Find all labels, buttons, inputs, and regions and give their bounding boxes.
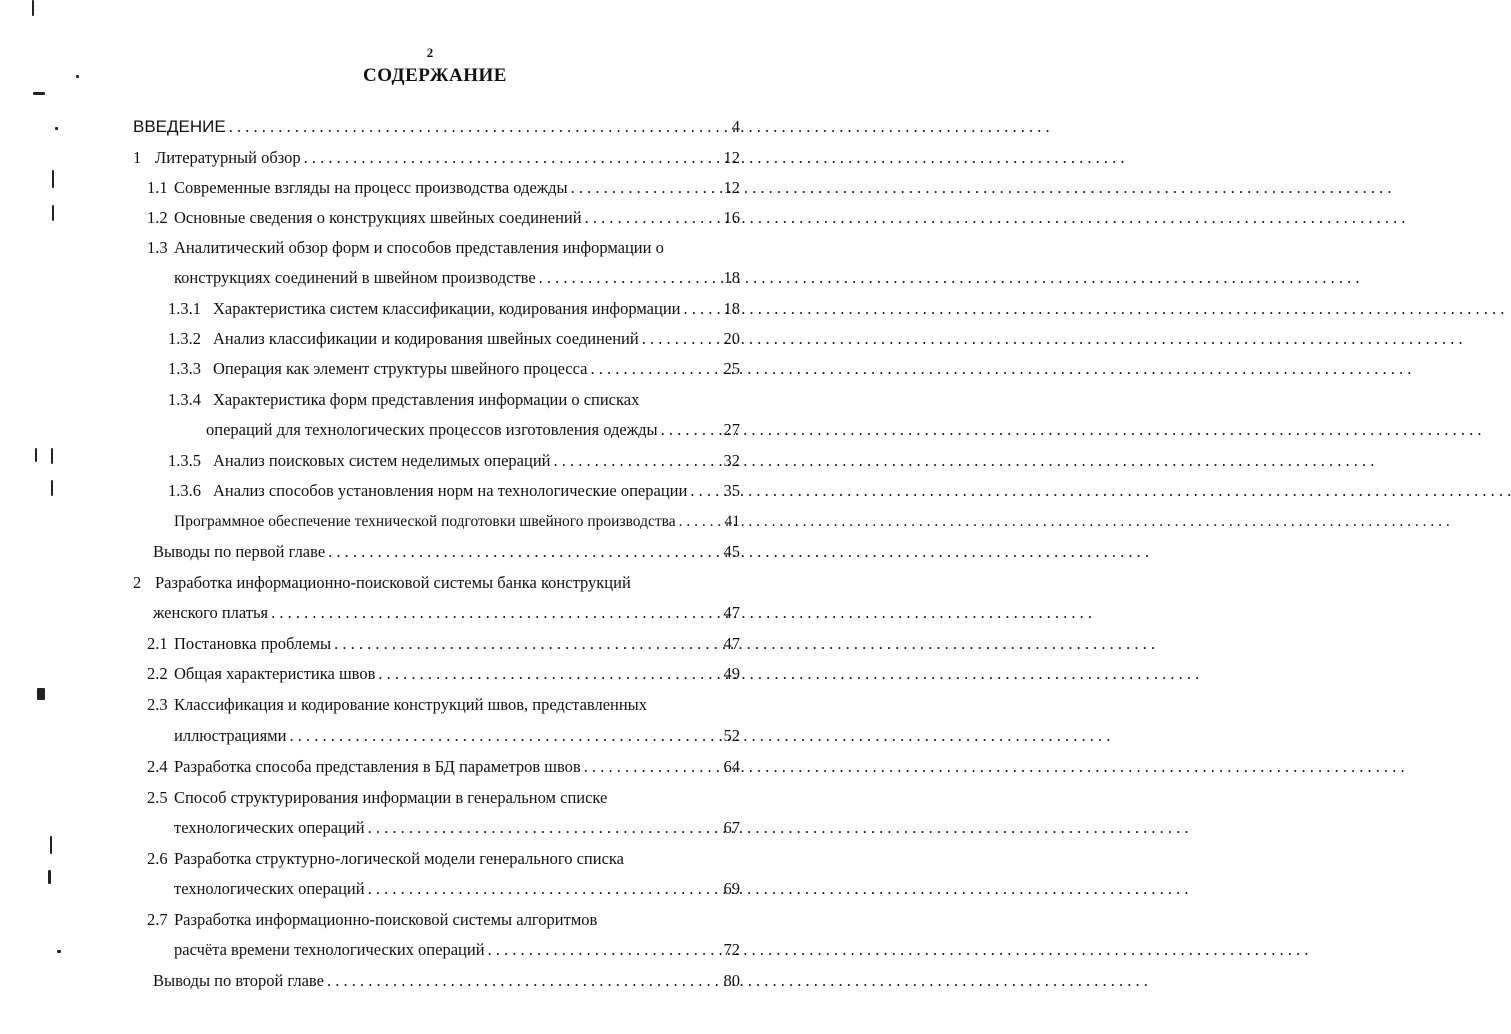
toc-entry-number: 2.7 [147, 910, 168, 929]
toc-entry-number: 1.3.1 [168, 299, 201, 318]
toc-entry [133, 572, 631, 594]
toc-entry-page: 12 [723, 148, 740, 167]
toc-entry-page: 4 [731, 117, 740, 136]
toc-leader [683, 298, 720, 320]
toc-entry-text: Разработка информационно-поисковой системы алгоритмов [174, 910, 598, 929]
scan-artifact [55, 127, 58, 130]
toc-entry-page: 18 [723, 299, 740, 318]
toc-entry [168, 389, 639, 411]
toc-entry-page: 64 [723, 757, 740, 776]
toc-entry-page: 72 [723, 940, 740, 959]
toc-entry-continuation [174, 817, 740, 839]
toc-entry [168, 450, 740, 472]
toc-entry-text: Выводы по второй главе [153, 971, 324, 990]
toc-entry-continuation [174, 267, 740, 289]
toc-entry-page: 45 [723, 542, 740, 561]
page-title: СОДЕРЖАНИЕ [363, 65, 507, 86]
toc-entry-number: 1.3 [147, 238, 168, 257]
scan-artifact [52, 170, 54, 188]
toc-entry [133, 116, 740, 138]
scan-artifact [37, 688, 45, 700]
toc-entry-text-cont: иллюстрациями [174, 726, 287, 745]
toc-leader [585, 207, 721, 229]
toc-entry-page: 20 [723, 329, 740, 348]
scan-artifact [51, 448, 53, 464]
toc-entry-continuation [174, 939, 740, 961]
toc-leader [328, 541, 720, 563]
toc-entry-number: 1.3.6 [168, 481, 201, 500]
toc-entry-text-cont: операций для технологических процессов изготовления одежды [206, 420, 658, 439]
page-number: 2 [426, 45, 434, 60]
toc-leader [368, 817, 721, 839]
toc-entry [147, 177, 740, 199]
toc-entry [147, 663, 740, 685]
toc-entry [147, 694, 647, 716]
toc-entry-page: 12 [723, 178, 740, 197]
scan-artifact [50, 836, 52, 854]
toc-entry-text: Операция как элемент структуры швейного процесса [213, 359, 588, 378]
toc-entry-number: 1.3.3 [168, 359, 201, 378]
toc-entry-text: Общая характеристика швов [174, 664, 376, 683]
toc-leader [679, 511, 722, 533]
toc-entry-continuation [174, 878, 740, 900]
toc-leader [488, 939, 721, 961]
toc-entry-text-cont: технологических операций [174, 818, 365, 837]
toc-entry [147, 787, 607, 809]
toc-entry-number: 1.3.5 [168, 451, 201, 470]
toc-entry-page: 49 [723, 664, 740, 683]
toc-entry-text: Разработка информационно-поисковой системы банка конструкций [155, 573, 631, 592]
toc-entry-text-cont: технологических операций [174, 879, 365, 898]
toc-entry-page: 47 [723, 634, 740, 653]
toc-entry-number: 1 [133, 148, 142, 167]
toc-entry-page: 25 [723, 359, 740, 378]
toc-leader [661, 419, 721, 441]
toc-entry-page: 41 [724, 513, 740, 530]
toc-entry-page: 52 [723, 726, 740, 745]
toc-entry-text: Анализ поисковых систем неделимых операций [213, 451, 551, 470]
toc-entry-text: ВВЕДЕНИЕ [133, 117, 226, 136]
toc-leader [271, 602, 720, 624]
toc-entry [174, 511, 740, 533]
toc-entry-number: 2.6 [147, 849, 168, 868]
toc-entry-text: Способ структурирования информации в генеральном списке [174, 788, 608, 807]
scan-artifact [51, 480, 53, 496]
toc-leader [378, 663, 720, 685]
toc-entry-text: Классификация и кодирование конструкций швов, представленных [174, 695, 648, 714]
toc-entry-number: 1.2 [147, 208, 168, 227]
toc-entry [147, 207, 740, 229]
toc-leader [334, 633, 720, 655]
toc-entry-page: 69 [723, 879, 740, 898]
toc-entry-page: 27 [723, 420, 740, 439]
toc-entry [147, 237, 664, 259]
toc-leader [368, 878, 721, 900]
scan-artifact [57, 950, 61, 953]
toc-entry [168, 298, 740, 320]
toc-leader [539, 267, 721, 289]
toc-entry-page: 80 [723, 971, 740, 990]
toc-entry-page: 47 [723, 603, 740, 622]
toc-entry-number: 1.3.4 [168, 390, 201, 409]
toc-entry [168, 480, 740, 502]
scan-artifact [33, 92, 45, 95]
toc-leader [229, 116, 729, 138]
toc-entry-text: Разработка способа представления в БД параметров швов [174, 757, 581, 776]
toc-leader [642, 328, 721, 350]
toc-entry [153, 541, 740, 563]
toc-leader [590, 358, 720, 380]
toc-leader [304, 147, 721, 169]
toc-entry-continuation [174, 725, 740, 747]
toc-entry-text: Анализ классификации и кодирования швейных соединений [213, 329, 639, 348]
toc-entry-text: Программное обеспечение технической подготовки швейного производства [174, 513, 676, 530]
toc-entry [153, 970, 740, 992]
toc-entry-text: Выводы по первой главе [153, 542, 326, 561]
toc-entry-page: 18 [723, 268, 740, 287]
toc-entry-number: 2.2 [147, 664, 168, 683]
toc-entry-text: Характеристика систем классификации, кодирования информации [213, 299, 681, 318]
toc-leader [289, 725, 720, 747]
toc-entry-text: Разработка структурно-логической модели генерального списка [174, 849, 624, 868]
scan-artifact [35, 448, 37, 462]
toc-entry-number: 2 [133, 573, 142, 592]
toc-entry-text: Литературный обзор [155, 148, 301, 167]
toc-entry-text: Основные сведения о конструкциях швейных соединений [174, 208, 582, 227]
toc-entry-number: 1.3.2 [168, 329, 201, 348]
scan-artifact [52, 205, 54, 221]
toc-entry-continuation [153, 602, 740, 624]
toc-entry-text-cont: женского платья [153, 603, 269, 622]
toc-entry-text-cont: конструкциях соединений в швейном производстве [174, 268, 536, 287]
scan-artifact [76, 75, 79, 78]
toc-entry-page: 35 [723, 481, 740, 500]
toc-leader [584, 756, 721, 778]
toc-entry [168, 328, 740, 350]
toc-entry-text: Характеристика форм представления информации о списках [213, 390, 640, 409]
toc-entry-number: 1.1 [147, 178, 168, 197]
toc-entry-text-cont: расчёта времени технологических операций [174, 940, 485, 959]
toc-entry-text: Современные взгляды на процесс производства одежды [174, 178, 568, 197]
scan-artifact [48, 870, 51, 884]
toc-entry-number: 2.1 [147, 634, 168, 653]
toc-entry [168, 358, 740, 380]
toc-entry [147, 848, 624, 870]
toc-leader [690, 480, 720, 502]
toc-leader [327, 970, 721, 992]
toc-entry [133, 147, 740, 169]
toc-leader [554, 450, 721, 472]
scan-artifact [32, 0, 34, 16]
toc-entry-page: 67 [723, 818, 740, 837]
toc-entry-text: Анализ способов установления норм на технологические операции [213, 481, 688, 500]
toc-leader [571, 177, 721, 199]
toc-entry-page: 32 [723, 451, 740, 470]
toc-entry-number: 2.4 [147, 757, 168, 776]
toc-entry-continuation [206, 419, 740, 441]
toc-entry-text: Постановка проблемы [174, 634, 332, 653]
toc-entry [147, 756, 740, 778]
toc-entry-text: Аналитический обзор форм и способов представления информации о [174, 238, 664, 257]
toc-entry [147, 633, 740, 655]
toc-entry [147, 909, 597, 931]
toc-entry-page: 16 [723, 208, 740, 227]
toc-entry-number: 2.5 [147, 788, 168, 807]
toc-entry-number: 2.3 [147, 695, 168, 714]
